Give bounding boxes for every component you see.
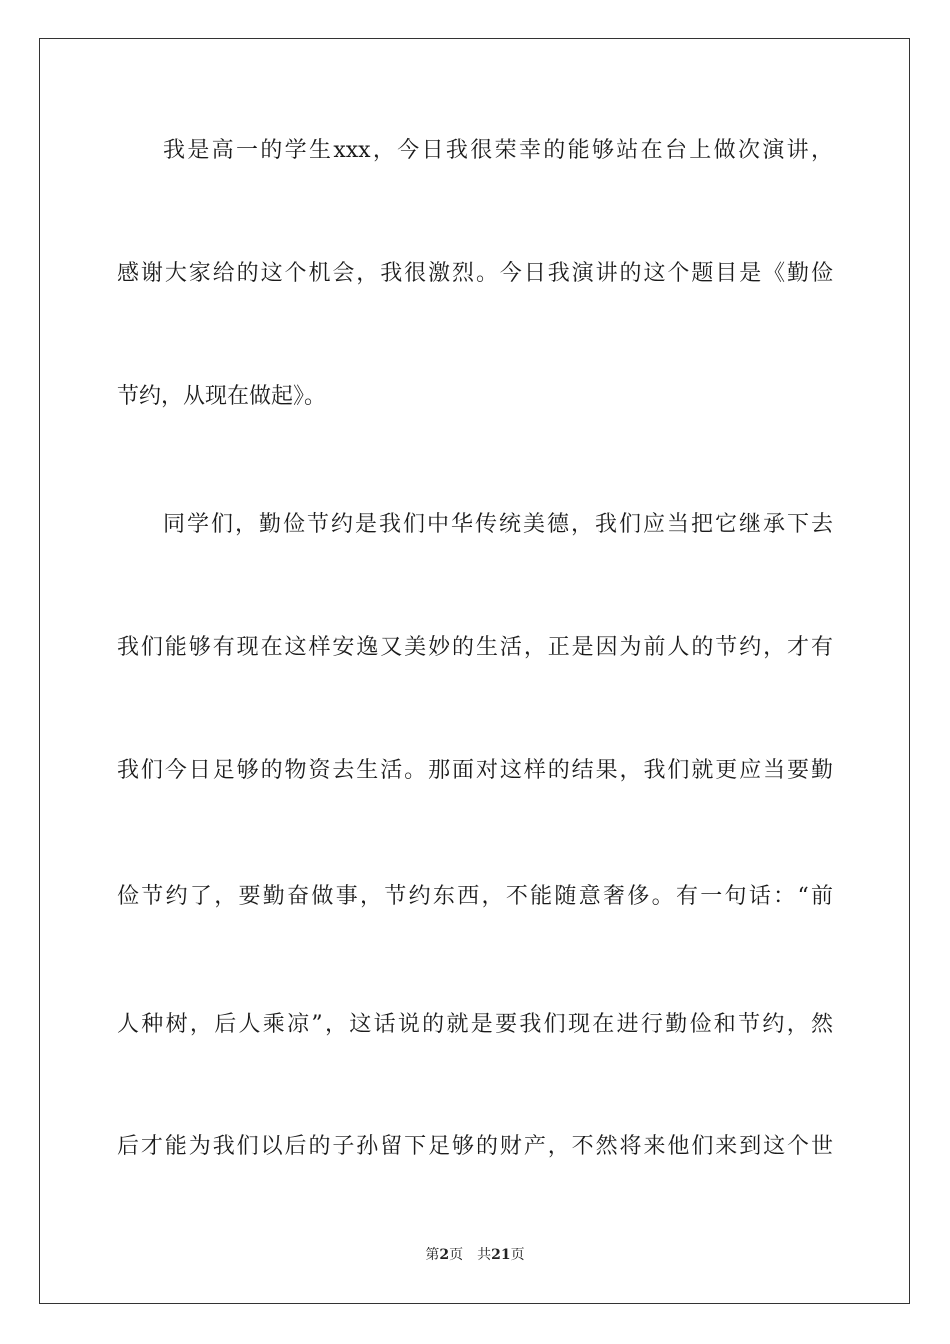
page-prefix: 第 (425, 1247, 440, 1263)
text-line-1: 我是高一的学生xxx，今日我很荣幸的能够站在台上做次演讲， (163, 138, 833, 163)
text-line-2: 感谢大家给的这个机会，我很激烈。今日我演讲的这个题目是《勤俭 (117, 261, 833, 286)
page-number: 2 (439, 1247, 450, 1263)
text-line-5: 我们能够有现在这样安逸又美妙的生活，正是因为前人的节约，才有 (117, 635, 833, 660)
page-suffix: 页 (449, 1247, 464, 1263)
page-border (39, 38, 910, 1304)
text-line-7: 俭节约了，要勤奋做事，节约东西，不能随意奢侈。有一句话：“前 (117, 884, 833, 909)
text-line-9: 后才能为我们以后的子孙留下足够的财产，不然将来他们来到这个世 (117, 1134, 833, 1159)
total-suffix: 页 (510, 1247, 525, 1263)
text-line-4: 同学们，勤俭节约是我们中华传统美德，我们应当把它继承下去 (163, 512, 833, 537)
text-line-8: 人种树，后人乘凉”，这话说的就是要我们现在进行勤俭和节约，然 (117, 1012, 833, 1037)
text-line-6: 我们今日足够的物资去生活。那面对这样的结果，我们就更应当要勤 (117, 758, 833, 783)
total-prefix: 共 (477, 1247, 492, 1263)
text-line-3: 节约，从现在做起》。 (117, 384, 327, 409)
page-footer (0, 1246, 950, 1264)
total-pages: 21 (491, 1247, 511, 1263)
